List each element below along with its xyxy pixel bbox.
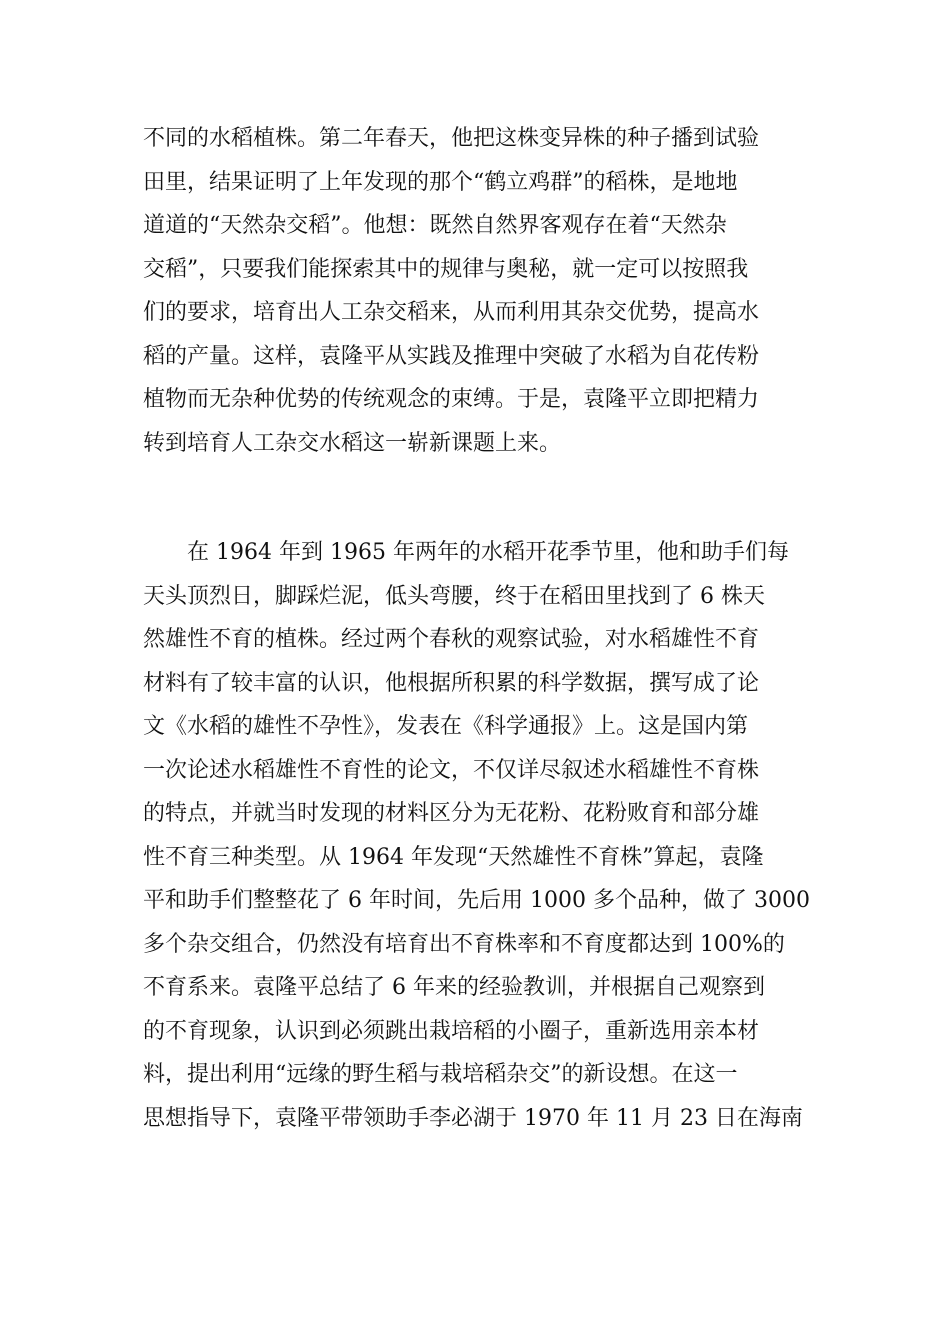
text-line: 稻的产量。这样，袁隆平从实践及推理中突破了水稻为自花传粉 <box>143 343 760 369</box>
text-line: 的特点，并就当时发现的材料区分为无花粉、花粉败育和部分雄 <box>143 801 760 826</box>
text-line: 然雄性不育的植株。经过两个春秋的观察试验，对水稻雄性不育 <box>143 627 760 652</box>
text-line: 料，提出利用“远缘的野生稻与栽培稻杂交”的新设想。在这一 <box>143 1062 738 1087</box>
text-line: 一次论述水稻雄性不育性的论文，不仅详尽叙述水稻雄性不育株 <box>143 757 760 783</box>
text-line: 材料有了较丰富的认识，他根据所积累的科学数据，撰写成了论 <box>143 670 760 696</box>
text-line: 植物而无杂种优势的传统观念的束缚。于是，袁隆平立即把精力 <box>143 387 760 412</box>
paragraph-2 <box>143 531 843 1140</box>
text-line: 多个杂交组合，仍然没有培育出不育株率和不育度都达到 100%的 <box>143 931 785 957</box>
text-line: 思想指导下，袁隆平带领助手李必湖于 1970 年 11 月 23 日在海南 <box>143 1105 803 1131</box>
text-line: 文《水稻的雄性不孕性》，发表在《科学通报》上。这是国内第 <box>143 714 749 739</box>
text-line: 不育系来。袁隆平总结了 6 年来的经验教训，并根据自己观察到 <box>143 975 765 1000</box>
text-line: 天头顶烈日，脚踩烂泥，低头弯腰，终于在稻田里找到了 6 株天 <box>143 583 765 609</box>
text-line: 道道的“天然杂交稻”。他想：既然自然界客观存在着“天然杂 <box>143 213 727 238</box>
text-line: 性不育三种类型。从 1964 年发现“天然雄性不育株”算起，袁隆 <box>143 844 764 870</box>
paragraph-1 <box>143 117 843 465</box>
text-line: 田里，结果证明了上年发现的那个“鹤立鸡群”的稻株，是地地 <box>143 169 738 195</box>
text-line: 转到培育人工杂交水稻这一崭新课题上来。 <box>143 430 562 456</box>
text-line: 在 1964 年到 1965 年两年的水稻开花季节里，他和助手们每 <box>187 540 789 565</box>
text-line: 们的要求，培育出人工杂交稻来，从而利用其杂交优势，提高水 <box>143 300 760 325</box>
text-line: 不同的水稻植株。第二年春天，他把这株变异株的种子播到试验 <box>143 126 760 151</box>
text-line: 的不育现象，认识到必须跳出栽培稻的小圈子，重新选用亲本材 <box>143 1018 760 1044</box>
text-line: 交稻”，只要我们能探索其中的规律与奥秘，就一定可以按照我 <box>143 256 749 282</box>
text-line: 平和助手们整整花了 6 年时间，先后用 1000 多个品种，做了 3000 <box>143 888 810 913</box>
